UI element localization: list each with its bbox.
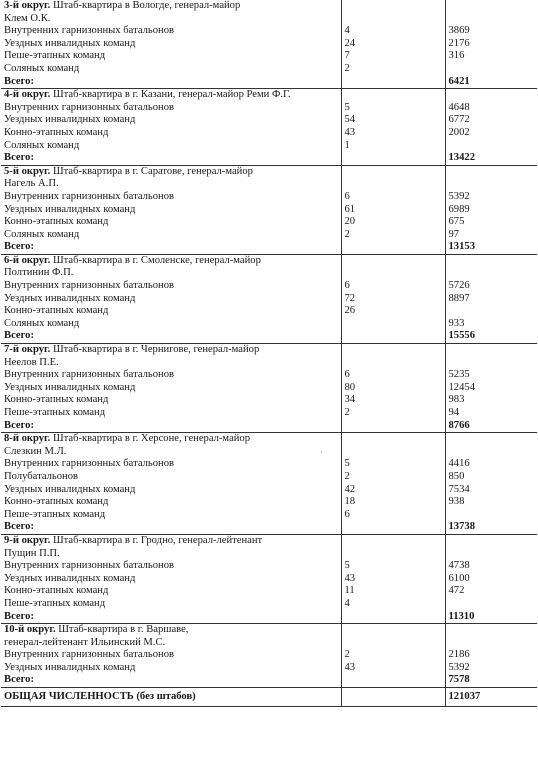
district-header-text: Неелов П.Е. xyxy=(4,356,59,368)
unit-row xyxy=(1,114,537,127)
district-header xyxy=(1,433,341,446)
unit-count: 20 xyxy=(341,216,445,229)
unit-strength xyxy=(445,598,537,611)
unit-label: Соляных команд xyxy=(4,228,80,240)
district-header xyxy=(1,165,341,178)
unit-strength: 938 xyxy=(445,496,537,509)
district-name: 4-й округ. xyxy=(4,89,51,101)
unit-count: 4 xyxy=(341,25,445,38)
district-header-text: генерал-лейтенант Ильинский М.С. xyxy=(4,636,166,648)
total-label: Всего: xyxy=(1,521,341,534)
district-header-row xyxy=(1,89,537,102)
empty-cell xyxy=(341,624,445,637)
unit-count: 24 xyxy=(341,38,445,51)
unit-strength: 94 xyxy=(445,407,537,420)
district-total-row xyxy=(1,420,537,433)
district-header-text: Слезкин М.Л. xyxy=(4,445,67,457)
district-header-text: Клем О.К. xyxy=(4,12,51,24)
empty-cell xyxy=(445,548,537,561)
district-header xyxy=(1,357,341,370)
empty-cell xyxy=(341,178,445,191)
district-total-row xyxy=(1,152,537,165)
unit-count: 54 xyxy=(341,114,445,127)
unit-label: Уездных инвалидных команд xyxy=(4,381,136,393)
unit-strength: 8897 xyxy=(445,293,537,306)
unit-count: 2 xyxy=(341,471,445,484)
unit-count: 43 xyxy=(341,573,445,586)
unit-count: 34 xyxy=(341,394,445,407)
unit-row xyxy=(1,407,537,420)
unit-label: Внутренних гарнизонных батальонов xyxy=(4,458,175,470)
unit-label: Пеше-этапных команд xyxy=(4,407,106,418)
unit-row xyxy=(1,369,537,382)
unit-strength: 97 xyxy=(445,229,537,242)
unit-count: 6 xyxy=(341,509,445,522)
empty-cell xyxy=(341,165,445,178)
empty-cell xyxy=(445,446,537,459)
district-header xyxy=(1,267,341,280)
unit-label: Пеше-этапных команд xyxy=(4,50,106,62)
unit-strength xyxy=(445,305,537,318)
unit-strength xyxy=(445,509,537,522)
unit-row xyxy=(1,305,537,318)
unit-row xyxy=(1,458,537,471)
unit-count: 6 xyxy=(341,369,445,382)
unit-strength: 675 xyxy=(445,216,537,229)
district-header xyxy=(1,446,341,459)
district-total-row xyxy=(1,330,537,343)
unit-strength: 6100 xyxy=(445,573,537,586)
district-header-row xyxy=(1,548,537,561)
empty-cell xyxy=(341,521,445,534)
grand-total-label: ОБЩАЯ ЧИСЛЕННОСТЬ (без штабов) xyxy=(1,688,341,707)
unit-strength: 316 xyxy=(445,50,537,63)
unit-strength: 933 xyxy=(445,318,537,331)
unit-count: 43 xyxy=(341,662,445,675)
unit-count: 5 xyxy=(341,458,445,471)
district-header xyxy=(1,637,341,650)
grand-total-row xyxy=(1,688,537,707)
unit-strength xyxy=(445,63,537,76)
district-header-row xyxy=(1,0,537,13)
unit-count: 72 xyxy=(341,293,445,306)
unit-strength: 6989 xyxy=(445,204,537,217)
unit-count: 6 xyxy=(341,191,445,204)
unit-strength: 2186 xyxy=(445,649,537,662)
empty-cell xyxy=(445,637,537,650)
empty-cell xyxy=(341,446,445,459)
unit-row xyxy=(1,293,537,306)
unit-row xyxy=(1,471,537,484)
district-name: 7-й округ. xyxy=(4,344,51,356)
empty-cell xyxy=(341,688,445,707)
district-header-row xyxy=(1,357,537,370)
unit-strength: 472 xyxy=(445,585,537,598)
scan-speck: ` xyxy=(320,450,323,459)
district-header xyxy=(1,254,341,267)
district-header xyxy=(1,13,341,26)
district-total: 15556 xyxy=(445,330,537,343)
empty-cell xyxy=(445,89,537,102)
garrison-strength-table xyxy=(1,0,537,707)
empty-cell xyxy=(341,152,445,165)
district-header-row xyxy=(1,344,537,357)
unit-strength: 4648 xyxy=(445,102,537,115)
district-total-row xyxy=(1,241,537,254)
district-header-row xyxy=(1,446,537,459)
unit-row xyxy=(1,216,537,229)
district-header-text: Нагель А.П. xyxy=(4,178,59,190)
total-label: Всего: xyxy=(1,674,341,687)
district-header-text: Штаб-квартира в г. Саратове, генерал-майор xyxy=(52,165,253,177)
unit-label: Уездных инвалидных команд xyxy=(4,203,136,215)
unit-strength: 3869 xyxy=(445,25,537,38)
unit-label: Внутренних гарнизонных батальонов xyxy=(4,560,175,572)
district-header-row xyxy=(1,165,537,178)
unit-strength: 5392 xyxy=(445,662,537,675)
unit-row xyxy=(1,204,537,217)
district-total: 13422 xyxy=(445,152,537,165)
district-header-text: Штаб-квартира в г. Казани, генерал-майор Реми Ф.Г. xyxy=(52,89,291,101)
unit-strength: 5726 xyxy=(445,280,537,293)
unit-label: Внутренних гарнизонных батальонов xyxy=(4,649,175,661)
grand-total-value: 121037 xyxy=(445,688,537,707)
unit-label: Соляных команд xyxy=(4,139,80,151)
unit-strength: 5392 xyxy=(445,191,537,204)
unit-row xyxy=(1,585,537,598)
district-header-text: Штаб-квартира в г. Смоленске, генерал-майор xyxy=(52,254,261,266)
empty-cell xyxy=(341,534,445,547)
total-label: Всего: xyxy=(1,241,341,254)
district-header-text: Штаб-квартира в г. Гродно, генерал-лейтенант xyxy=(52,534,263,546)
unit-label: Соляных команд xyxy=(4,317,80,329)
unit-row xyxy=(1,560,537,573)
unit-label: Конно-этапных команд xyxy=(4,126,109,138)
unit-label: Пеше-этапных команд xyxy=(4,508,106,520)
empty-cell xyxy=(341,0,445,13)
unit-label: Конно-этапных команд xyxy=(4,496,109,508)
district-header xyxy=(1,548,341,561)
empty-cell xyxy=(341,267,445,280)
district-name: 6-й округ. xyxy=(4,254,51,266)
unit-row xyxy=(1,598,537,611)
district-header xyxy=(1,344,341,357)
unit-count: 2 xyxy=(341,229,445,242)
unit-row xyxy=(1,38,537,51)
district-header-row xyxy=(1,534,537,547)
district-header-text: Штаб-квартира в г. Херсоне, генерал-майор xyxy=(52,433,251,445)
unit-count: 42 xyxy=(341,484,445,497)
unit-count: 2 xyxy=(341,63,445,76)
unit-row xyxy=(1,280,537,293)
district-name: 9-й округ. xyxy=(4,534,51,546)
empty-cell xyxy=(341,433,445,446)
empty-cell xyxy=(445,13,537,26)
total-label: Всего: xyxy=(1,420,341,433)
district-total: 7578 xyxy=(445,674,537,687)
empty-cell xyxy=(445,357,537,370)
empty-cell xyxy=(445,267,537,280)
unit-label: Внутренних гарнизонных батальонов xyxy=(4,101,175,113)
empty-cell xyxy=(341,674,445,687)
empty-cell xyxy=(341,76,445,89)
unit-row xyxy=(1,662,537,675)
unit-row xyxy=(1,382,537,395)
empty-cell xyxy=(341,344,445,357)
district-name: 8-й округ. xyxy=(4,433,51,445)
empty-cell xyxy=(445,534,537,547)
unit-row xyxy=(1,318,537,331)
district-total-row xyxy=(1,611,537,624)
district-name: 10-й округ. xyxy=(4,624,56,636)
unit-row xyxy=(1,509,537,522)
empty-cell xyxy=(445,344,537,357)
district-header-text: Штаб-квартира в г. Варшаве, xyxy=(58,624,189,636)
unit-row xyxy=(1,102,537,115)
unit-label: Конно-этапных команд xyxy=(4,585,109,597)
unit-strength: 4416 xyxy=(445,458,537,471)
unit-row xyxy=(1,191,537,204)
district-name: 5-й округ. xyxy=(4,165,51,177)
unit-label: Уездных инвалидных команд xyxy=(4,572,136,584)
unit-count: 18 xyxy=(341,496,445,509)
district-header-text: Пущин П.П. xyxy=(4,547,60,559)
district-header-row xyxy=(1,178,537,191)
empty-cell xyxy=(341,611,445,624)
unit-strength: 6772 xyxy=(445,114,537,127)
unit-label: Конно-этапных команд xyxy=(4,394,109,406)
empty-cell xyxy=(341,420,445,433)
district-total: 13153 xyxy=(445,241,537,254)
unit-label: Уездных инвалидных команд xyxy=(4,292,136,304)
unit-row xyxy=(1,484,537,497)
district-total-row xyxy=(1,521,537,534)
unit-row xyxy=(1,394,537,407)
unit-count: 4 xyxy=(341,598,445,611)
unit-label: Внутренних гарнизонных батальонов xyxy=(4,280,175,292)
unit-strength: 850 xyxy=(445,471,537,484)
unit-count: 7 xyxy=(341,50,445,63)
district-total: 8766 xyxy=(445,420,537,433)
empty-cell xyxy=(445,178,537,191)
unit-label: Пеше-этапных команд xyxy=(4,597,106,609)
district-total: 13738 xyxy=(445,521,537,534)
unit-label: Внутренних гарнизонных батальонов xyxy=(4,369,175,381)
unit-strength: 2002 xyxy=(445,127,537,140)
total-label: Всего: xyxy=(1,76,341,89)
total-label: Всего: xyxy=(1,152,341,165)
unit-count xyxy=(341,318,445,331)
total-label: Всего: xyxy=(1,611,341,624)
district-total-row xyxy=(1,76,537,89)
district-header-row xyxy=(1,267,537,280)
unit-count: 5 xyxy=(341,560,445,573)
unit-label: Конно-этапных команд xyxy=(4,305,109,317)
empty-cell xyxy=(445,254,537,267)
empty-cell xyxy=(341,330,445,343)
unit-label: Уездных инвалидных команд xyxy=(4,114,136,126)
empty-cell xyxy=(341,13,445,26)
unit-count: 43 xyxy=(341,127,445,140)
unit-label: Конно-этапных команд xyxy=(4,216,109,228)
unit-label: Внутренних гарнизонных батальонов xyxy=(4,25,175,37)
unit-label: Уездных инвалидных команд xyxy=(4,661,136,673)
empty-cell xyxy=(445,0,537,13)
unit-strength: 2176 xyxy=(445,38,537,51)
empty-cell xyxy=(341,357,445,370)
district-header-text: Штаб-квартира в г. Чернигове, генерал-майор xyxy=(52,344,260,356)
empty-cell xyxy=(445,165,537,178)
unit-strength: 5235 xyxy=(445,369,537,382)
empty-cell xyxy=(341,89,445,102)
unit-count: 2 xyxy=(341,649,445,662)
unit-strength: 12454 xyxy=(445,382,537,395)
district-total-row xyxy=(1,674,537,687)
empty-cell xyxy=(341,241,445,254)
unit-count: 11 xyxy=(341,585,445,598)
district-name: 3-й округ. xyxy=(4,0,51,11)
unit-row xyxy=(1,25,537,38)
unit-count: 80 xyxy=(341,382,445,395)
unit-row xyxy=(1,573,537,586)
unit-count: 2 xyxy=(341,407,445,420)
unit-count: 5 xyxy=(341,102,445,115)
total-label: Всего: xyxy=(1,330,341,343)
district-header-text: Штаб-квартира в Вологде, генерал-майор xyxy=(52,0,241,11)
unit-strength: 7534 xyxy=(445,484,537,497)
unit-count: 6 xyxy=(341,280,445,293)
empty-cell xyxy=(341,254,445,267)
unit-count: 61 xyxy=(341,204,445,217)
district-header-row xyxy=(1,254,537,267)
empty-cell xyxy=(445,433,537,446)
empty-cell xyxy=(341,548,445,561)
unit-strength: 983 xyxy=(445,394,537,407)
unit-row xyxy=(1,63,537,76)
unit-row xyxy=(1,50,537,63)
district-header-row xyxy=(1,624,537,637)
unit-row xyxy=(1,229,537,242)
unit-label: Уездных инвалидных команд xyxy=(4,37,136,49)
district-header-row xyxy=(1,13,537,26)
district-header xyxy=(1,0,341,13)
unit-label: Уездных инвалидных команд xyxy=(4,483,136,495)
unit-label: Полубатальонов xyxy=(4,470,79,482)
unit-row xyxy=(1,140,537,153)
unit-strength xyxy=(445,140,537,153)
empty-cell xyxy=(341,637,445,650)
district-header xyxy=(1,534,341,547)
unit-label: Соляных команд xyxy=(4,62,80,74)
district-header xyxy=(1,89,341,102)
unit-strength: 4738 xyxy=(445,560,537,573)
district-header xyxy=(1,178,341,191)
district-total: 6421 xyxy=(445,76,537,89)
district-total: 11310 xyxy=(445,611,537,624)
unit-count: 26 xyxy=(341,305,445,318)
unit-row xyxy=(1,496,537,509)
district-header-text: Полтинин Ф.П. xyxy=(4,267,74,279)
unit-label: Внутренних гарнизонных батальонов xyxy=(4,190,175,202)
district-header xyxy=(1,624,341,637)
unit-row xyxy=(1,127,537,140)
empty-cell xyxy=(445,624,537,637)
district-header-row xyxy=(1,637,537,650)
district-header-row xyxy=(1,433,537,446)
unit-count: 1 xyxy=(341,140,445,153)
unit-row xyxy=(1,649,537,662)
